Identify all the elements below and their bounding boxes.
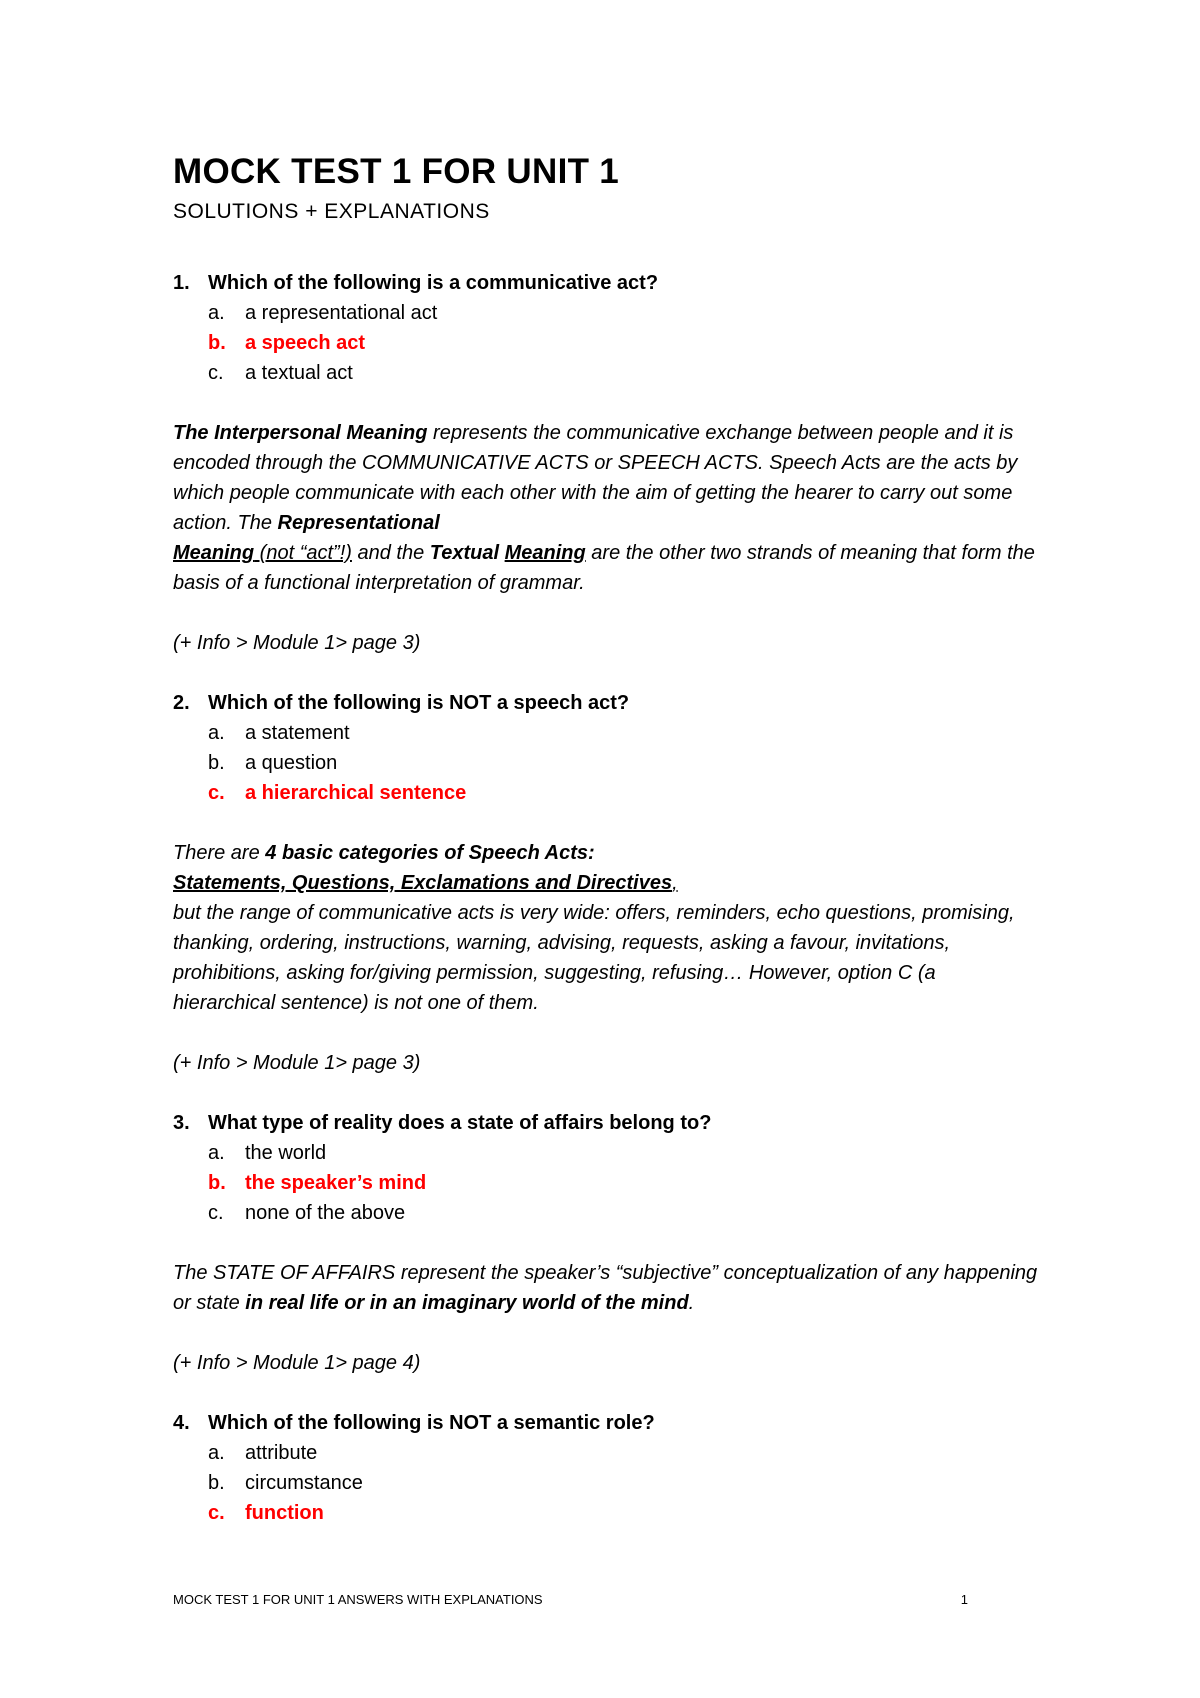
page-subtitle: SOLUTIONS + EXPLANATIONS (173, 200, 490, 223)
option-a: a. a representational act (208, 302, 438, 324)
question-text: 2. Which of the following is NOT a speech act? (173, 692, 630, 714)
info-reference: (+ Info > Module 1> page 3) (173, 1052, 421, 1074)
option-c-correct: c. a hierarchical sentence (208, 782, 467, 804)
question-text: 4. Which of the following is NOT a semantic role? (173, 1412, 655, 1434)
option-a: a. attribute (208, 1442, 318, 1464)
option-c: c. none of the above (208, 1202, 406, 1224)
option-c: c. a textual act (208, 362, 353, 384)
question-text: 1. Which of the following is a communicative act? (173, 272, 659, 294)
explanation: The STATE OF AFFAIRS represent the speaker’s “subjective” conceptualization of any happening or state in real life or in an imaginary world of the mind. (173, 1262, 1038, 1314)
page-footer (173, 1592, 968, 1607)
info-reference: (+ Info > Module 1> page 3) (173, 632, 421, 654)
info-reference: (+ Info > Module 1> page 4) (173, 1352, 421, 1374)
option-b-correct: b. the speaker’s mind (208, 1172, 427, 1194)
questions-list (173, 268, 1043, 1528)
footer-title: MOCK TEST 1 FOR UNIT 1 ANSWERS WITH EXPLANATIONS (173, 1592, 543, 1607)
explanation: There are 4 basic categories of Speech Acts: Statements, Questions, Exclamations and Directives, but the range of communicative acts is very wide: offers, reminders, echo questions, promising, thanking, ordering, instructions, warning, advising, requests, asking a favour, invitations, prohibitions, asking for/giving permission, suggesting, refusing… However, option C (a hierarchical sentence) is not one of them. (173, 842, 1015, 1014)
question-text: 3. What type of reality does a state of affairs belong to? (173, 1112, 712, 1134)
question-2 (173, 688, 1043, 1078)
page-number: 1 (960, 1592, 968, 1607)
option-b-correct: b. a speech act (208, 332, 366, 354)
option-c-correct: c. function (208, 1502, 324, 1524)
option-b: b. circumstance (208, 1472, 363, 1494)
option-a: a. a statement (208, 722, 350, 744)
question-1 (173, 268, 1043, 658)
page-title: MOCK TEST 1 FOR UNIT 1 (173, 152, 620, 191)
option-a: a. the world (208, 1142, 327, 1164)
question-3 (173, 1108, 1043, 1378)
explanation: The Interpersonal Meaning represents the communicative exchange between people and it is encoded through the COMMUNICATIVE ACTS or SPEECH ACTS. Speech Acts are the acts by which people communicate with each other with the aim of getting the hearer to carry out some action. The Representational Meaning (not “act”!) and the Textual Meaning are the other two strands of meaning that form the basis of a functional interpretation of grammar. (173, 422, 1035, 594)
question-4 (173, 1408, 1043, 1528)
option-b: b. a question (208, 752, 338, 774)
